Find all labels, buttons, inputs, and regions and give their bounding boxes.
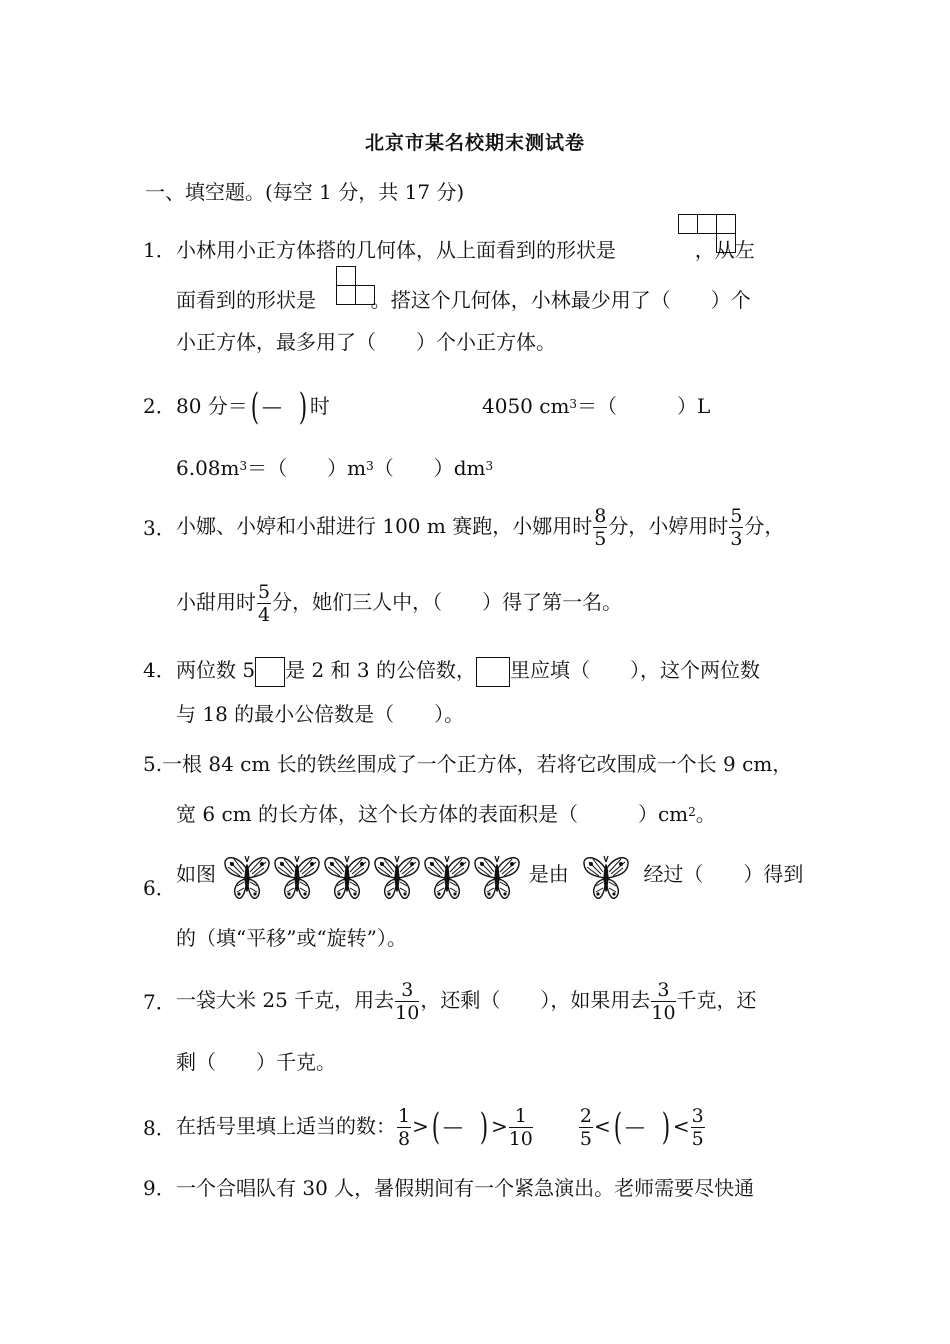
q2-cube-1: 3	[569, 397, 578, 411]
q3-text-a: 小娜、小婷和小甜进行 100 m 赛跑，小娜用时	[176, 514, 593, 538]
q2-blank-dash: —	[261, 394, 282, 418]
butterfly-icon	[422, 850, 472, 902]
q6-text-a: 如图	[176, 862, 216, 886]
q4-blank-box-1	[255, 657, 285, 687]
q3-line2	[176, 576, 622, 628]
q3-fraction-1: $\frac{8}{5}$	[594, 505, 607, 550]
q8-fraction-2: $\frac{1}{10}$	[508, 1105, 533, 1150]
q2-text-a: 80 分＝	[176, 394, 248, 418]
q8-lt-1: <	[594, 1114, 611, 1138]
q1-line3: 小正方体，最多用了（ ）个小正方体。	[176, 330, 556, 354]
q8-lt-2: <	[672, 1114, 690, 1138]
butterfly-icon	[322, 850, 372, 902]
butterfly-icon	[581, 850, 631, 902]
q4-text-c: 里应填（ ），这个两位数	[509, 658, 760, 682]
butterfly-icon	[272, 850, 322, 902]
q3-line1	[176, 500, 784, 552]
q2-text-b-end: ＝（ ）L	[577, 394, 711, 418]
q1-number: 1．	[143, 238, 176, 262]
q6-line2: 的（填“平移”或“旋转”）。	[176, 926, 407, 950]
q2-cube-3: 3	[366, 459, 374, 473]
q5-text-b: 宽 6 cm 的长方体，这个长方体的表面积是（ ）cm	[176, 802, 689, 826]
q8-gt-2: >	[490, 1114, 508, 1138]
q8-dash-1: —	[442, 1114, 463, 1138]
q6-number: 6．	[143, 876, 176, 900]
q2-text-a-end: 时	[309, 394, 330, 418]
q4-text-b: 是 2 和 3 的公倍数，	[285, 658, 476, 682]
q3-number: 3．	[143, 516, 176, 540]
q7-text-b: ，还剩（ ），如果用去	[420, 988, 651, 1012]
q4-blank-box-2	[476, 657, 510, 687]
q7-text-a: 一袋大米 25 千克，用去	[176, 988, 395, 1012]
q2-paren-right: )	[298, 386, 308, 428]
q3-text-b: 分，小婷用时	[608, 514, 729, 538]
q8-number: 8．	[143, 1116, 176, 1140]
q5-number: 5.	[143, 752, 163, 776]
q8-fraction-1: $\frac{1}{8}$	[398, 1105, 411, 1150]
q6-text-b: 是由	[528, 862, 569, 886]
butterfly-icon	[372, 850, 422, 902]
q8-fraction-4: $\frac{3}{5}$	[691, 1105, 704, 1150]
q1-text-c: 面看到的形状是	[176, 288, 316, 312]
butterfly-icon	[222, 850, 272, 902]
q2-number: 2．	[143, 394, 176, 418]
q1-text-a: 小林用小正方体搭的几何体，从上面看到的形状是	[176, 238, 616, 262]
q7-number: 7．	[143, 990, 176, 1014]
q4-line2: 与 18 的最小公倍数是（ ）。	[176, 702, 465, 726]
q6-line1	[176, 846, 803, 902]
q4-line1	[176, 656, 760, 687]
q2-text-c-mid: ＝（ ）m	[247, 456, 367, 480]
q4-number: 4．	[143, 658, 176, 682]
q3-fraction-2: $\frac{5}{3}$	[730, 505, 743, 550]
page-title: 北京市某名校期末测试卷	[364, 132, 585, 154]
q2-paren-left: (	[250, 386, 260, 428]
q5-line1: 一根 84 cm 长的铁丝围成了一个正方体，若将它改围成一个长 9 cm，	[162, 752, 793, 776]
q1-text-b: ，从左	[694, 238, 755, 262]
q9-line1: 一个合唱队有 30 人，暑假期间有一个紧急演出。老师需要尽快通	[176, 1176, 755, 1200]
q7-text-c: 千克，还	[676, 988, 757, 1012]
q3-text-d: 小甜用时	[176, 590, 256, 614]
q2-line1	[176, 386, 330, 428]
q3-text-c: 分，	[744, 514, 785, 538]
q8-paren-left-1: (	[431, 1106, 441, 1148]
q3-fraction-3: $\frac{5}{4}$	[258, 581, 271, 626]
q5-line2	[176, 800, 716, 828]
q7-line1	[176, 974, 757, 1026]
q2-cube-2: 3	[239, 459, 248, 473]
q2-line2	[176, 454, 493, 482]
q8-gt-1: >	[412, 1114, 429, 1138]
q7-fraction-2: $\frac{3}{10}$	[651, 979, 676, 1024]
q8-dash-2: —	[624, 1114, 645, 1138]
q8-fraction-3: $\frac{2}{5}$	[579, 1105, 592, 1150]
q8-paren-right-1: )	[479, 1106, 489, 1148]
q1-line2	[176, 286, 751, 314]
q5-text-end: 。	[695, 802, 716, 826]
q2-text-c: 6.08m	[176, 456, 240, 480]
q1-text-d: 。搭这个几何体，小林最少用了（ ）个	[370, 288, 751, 312]
q9-number: 9．	[143, 1176, 176, 1200]
q8-paren-left-2: (	[613, 1106, 623, 1148]
q8-text-a: 在括号里填上适当的数：	[176, 1114, 396, 1138]
butterfly-icon	[472, 850, 522, 902]
q8-line1	[176, 1100, 706, 1152]
q5-square-sup: 2	[688, 805, 696, 819]
q2-cube-4: 3	[485, 459, 494, 473]
q1-line1	[176, 236, 755, 264]
q7-fraction-1: $\frac{3}{10}$	[395, 979, 420, 1024]
q2-text-c-end: （ ）dm	[373, 456, 486, 480]
q7-line2: 剩（ ）千克。	[176, 1050, 336, 1074]
q4-text-a: 两位数 5	[176, 658, 256, 682]
q2-text-b: 4050 cm	[482, 394, 570, 418]
q8-paren-right-2: )	[661, 1106, 671, 1148]
q3-text-e: 分，她们三人中，（ ）得了第一名。	[272, 590, 623, 614]
q2-line1b	[482, 392, 710, 420]
q6-text-c: 经过（ ）得到	[643, 862, 804, 886]
section-heading: 一、填空题。(每空 1 分，共 17 分)	[145, 180, 465, 204]
